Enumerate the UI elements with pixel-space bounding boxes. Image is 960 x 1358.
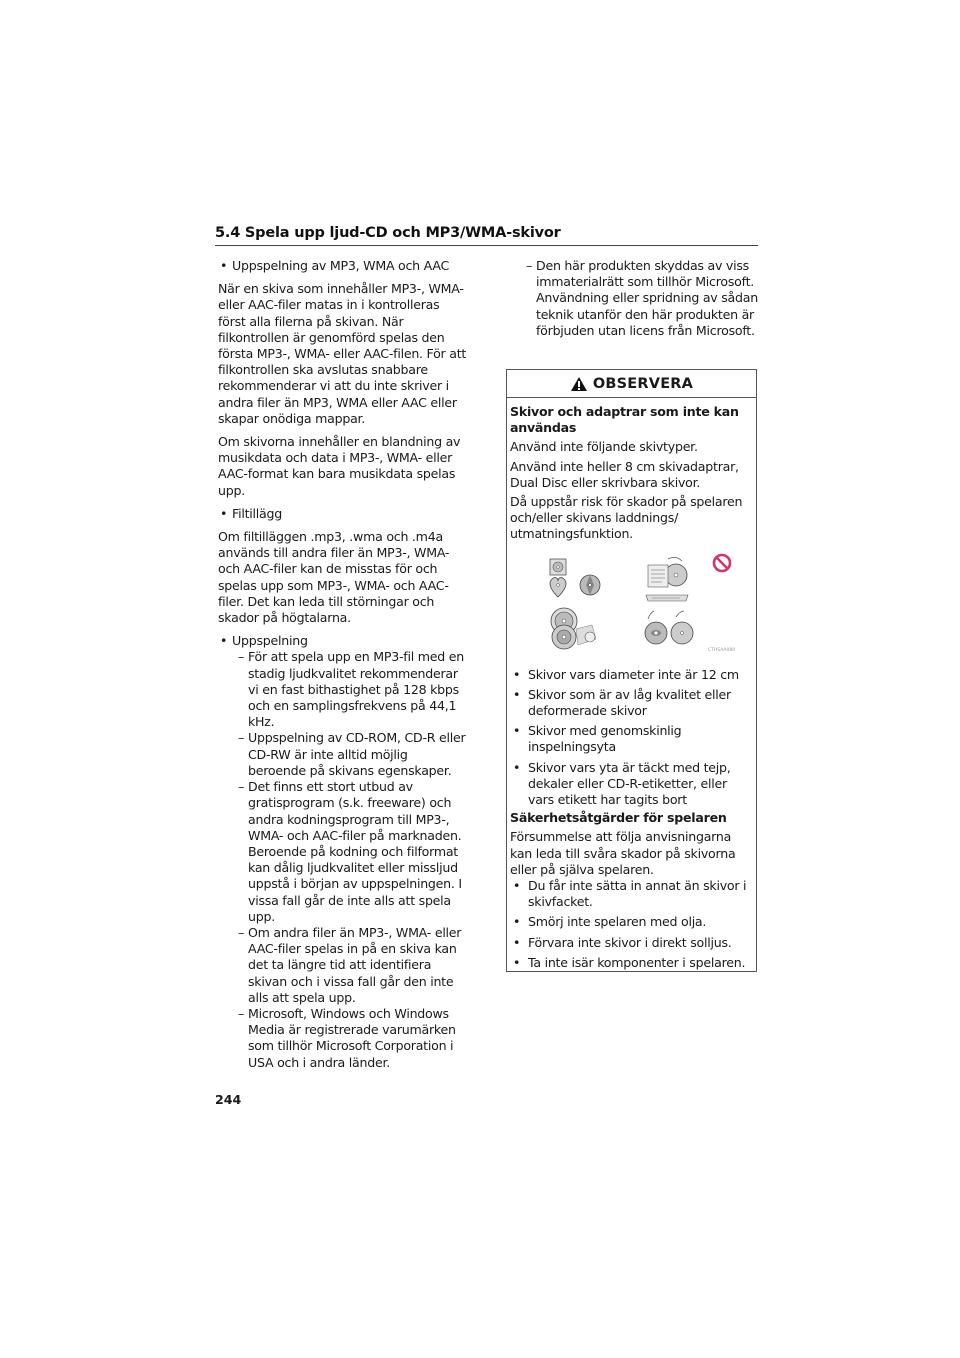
paragraph-mixed-data: Om skivorna innehåller en blandning av musikdata och data i MP3-, WMA- eller AAC-format kan bara musikdata spelas upp. [218,434,461,498]
notice-bullet [510,760,753,809]
notice-paragraph: Använd inte heller 8 cm skivadaptrar, Dual Disc eller skrivbara skivor. [510,458,739,490]
dash-item: – Om andra filer än MP3-, WMA- eller AAC-filer spelas in på en skiva kan det ta längre tid att identifiera skivan och i vissa fall går den inte alls att spela upp. [218,925,468,1006]
notice-bullet: • Förvara inte skivor i direkt solljus. [510,935,753,951]
header-rule [215,245,758,246]
notice-bullet-text: Skivor med genomskinlig inspelningsyta [528,723,682,755]
notice-bullet: • Smörj inte spelaren med olja. [510,914,753,930]
paragraph-extensions: Om filtilläggen .mp3, .wma och .m4a används till andra filer än MP3-, WMA- och AAC-filer kan de misstas för och spelas upp som MP3-, WMA- och AAC-filer. Det kan leda till störningar och skador på högtalarna. [218,529,450,626]
left-column [218,258,468,1078]
notice-subheading: Säkerhetsåtgärder för spelaren [510,810,727,826]
playback-dash-list [218,649,468,1070]
right-column [522,258,758,339]
section-title: 5.4 Spela upp ljud-CD och MP3/WMA-skivor [215,225,561,241]
notice-body [507,398,756,971]
dash-item: – Den här produkten skyddas av viss immaterialrätt som tillhör Microsoft. Användning eller spridning av sådan teknik utanför den här produkten är förbjuden utan licens från Microsoft. [522,258,758,339]
warning-icon [570,376,588,392]
notice-paragraph: Då uppstår risk för skador på spelaren och/eller skivans laddnings/ utmatningsfunktion. [510,494,743,542]
dash-item: – För att spela upp en MP3-fil med en stadig ljudkvalitet rekommenderar vi en fast bithastighet på 128 kbps och en samplingsfrekvens på 44,1 kHz. [218,649,468,730]
notice-bullet [510,723,753,755]
notice-paragraph: Försummelse att följa anvisningarna kan leda till svåra skador på skivorna eller på själva spelaren. [510,829,736,877]
bullet-playback: • Uppspelning [218,633,468,649]
unusable-discs-figure [548,553,748,653]
page-header [215,225,758,246]
notice-box [506,369,757,972]
bullet-mp3: • Uppspelning av MP3, WMA och AAC [218,258,468,274]
dash-item: – Microsoft, Windows och Windows Media är registrerade varumärken som tillhör Microsoft Corporation i USA och i andra länder. [218,1006,468,1071]
paragraph-file-check: När en skiva som innehåller MP3-, WMA- eller AAC-filer matas in i kontrolleras först alla filerna på skivan. När filkontrollen är genomförd spelas den första MP3-, WMA- eller AAC-filen. För att filkontrollen ska avslutas snabbare rekommenderar vi att du inte skriver i andra filer än MP3, WMA eller AAC eller skapar onödiga mappar. [218,281,467,426]
notice-bullet-text: Skivor som är av låg kvalitet eller deformerade skivor [528,686,731,719]
notice-bullet-text: Skivor vars yta är täckt med tejp, dekaler eller CD-R-etiketter, eller vars etikett har tagits bort [528,759,731,808]
page-number: 244 [215,1092,242,1107]
notice-subheading: Skivor och adaptrar som inte kan användas [510,404,739,436]
notice-header [507,370,756,398]
disc-illustration [548,553,748,653]
dash-item: – Uppspelning av CD-ROM, CD-R eller CD-RW är inte alltid möjlig beroende på skivans egenskaper. [218,730,468,779]
notice-paragraph: Använd inte följande skivtyper. [510,439,698,455]
figure-code: CTHSAA080 [708,647,736,653]
notice-bullet: • Skivor vars diameter inte är 12 cm [510,667,753,683]
notice-title: OBSERVERA [592,375,694,392]
dash-item: – Det finns ett stort utbud av gratisprogram (s.k. freeware) och andra kodningsprogram till MP3-, WMA- och AAC-filer på marknaden. Beroende på kodning och filformat kan dålig ljudkvalitet eller missljud uppstå i början av uppspelningen. I vissa fall går de inte alls att spela upp. [218,779,468,925]
bullet-extensions: • Filtillägg [218,506,468,522]
notice-bullet: • Ta inte isär komponenter i spelaren. [510,955,753,971]
notice-bullet [510,687,753,719]
notice-bullet: • Du får inte sätta in annat än skivor i skivfacket. [510,878,753,910]
